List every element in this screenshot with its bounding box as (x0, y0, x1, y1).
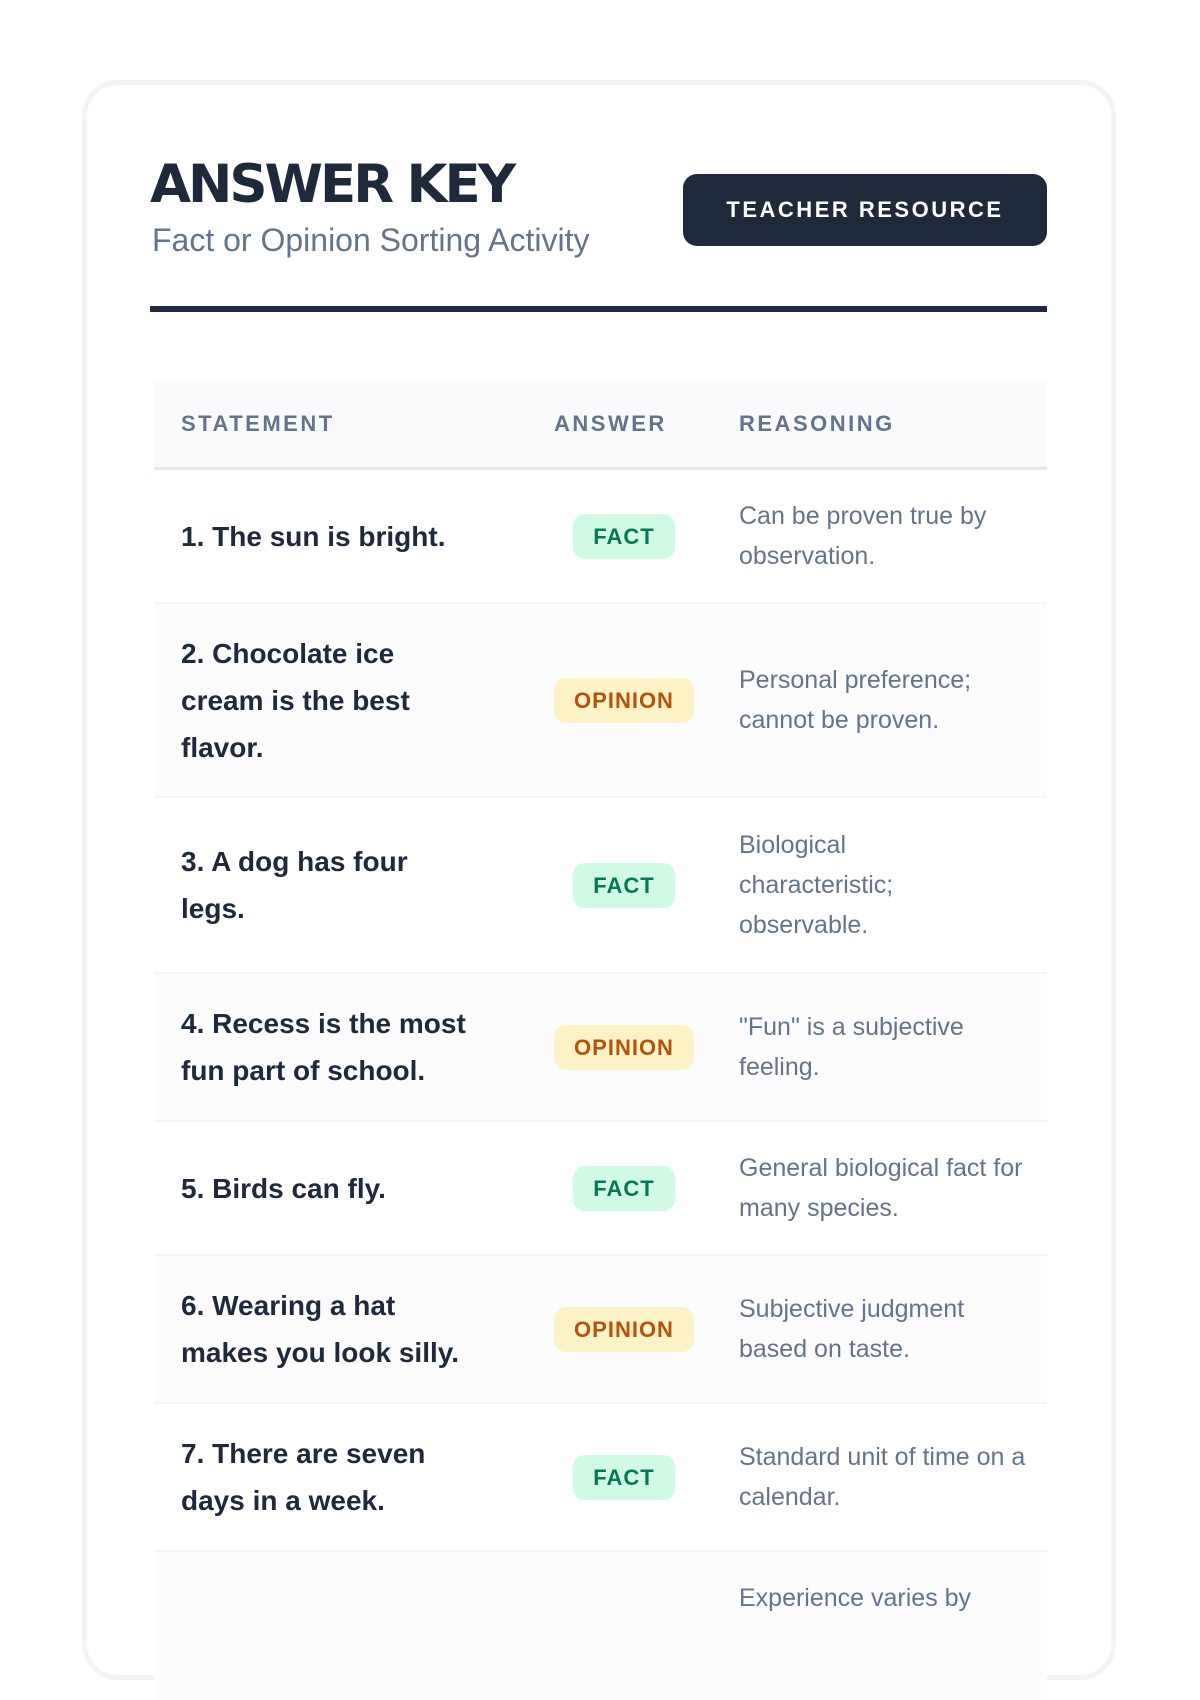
answer-badge-fact: FACT (573, 1166, 674, 1211)
statement-text: 7. There are seven days in a week. (181, 1438, 426, 1516)
page-subtitle: Fact or Opinion Sorting Activity (152, 222, 590, 258)
reasoning-text: Standard unit of time on a calendar. (739, 1443, 1026, 1511)
table-row (154, 1122, 1047, 1256)
table-row (154, 470, 1047, 604)
table-row (154, 1404, 1047, 1552)
reasoning-text: General biological fact for many species. (739, 1154, 1023, 1222)
answer-badge-opinion: OPINION (554, 1307, 694, 1352)
answer-badge-opinion: OPINION (554, 678, 694, 723)
reasoning-text: Can be proven true by observation. (739, 502, 987, 570)
header-divider (150, 306, 1047, 312)
reasoning-text: Experience varies by (739, 1584, 972, 1612)
teacher-resource-badge: TEACHER RESOURCE (683, 174, 1047, 246)
reasoning-text: Personal preference; cannot be proven. (739, 666, 972, 734)
answer-badge-opinion: OPINION (554, 1025, 694, 1070)
reasoning-text: Subjective judgment based on taste. (739, 1295, 965, 1363)
column-header-reasoning: REASONING (739, 411, 895, 436)
column-header-answer: ANSWER (554, 411, 667, 436)
statement-text: 4. Recess is the most fun part of school. (181, 1008, 466, 1086)
answer-badge-fact: FACT (573, 1455, 674, 1500)
header (150, 150, 1044, 310)
statement-text: 2. Chocolate ice cream is the best flavor. (181, 637, 410, 763)
statement-text: 5. Birds can fly. (181, 1172, 386, 1204)
table-row (154, 604, 1047, 798)
table-row (154, 974, 1047, 1122)
table-row (154, 1552, 1047, 1700)
statement-text: 1. The sun is bright. (181, 520, 446, 552)
column-header-statement: STATEMENT (181, 411, 335, 436)
page-title: ANSWER KEY (150, 154, 514, 215)
table-row (154, 798, 1047, 974)
answer-badge-fact: FACT (573, 863, 674, 908)
statement-text: 3. A dog has four legs. (181, 846, 408, 924)
table-header-row (154, 381, 1047, 470)
reasoning-text: Biological characteristic; observable. (739, 831, 894, 939)
table-row (154, 1256, 1047, 1404)
answer-badge-fact: FACT (573, 514, 674, 559)
reasoning-text: "Fun" is a subjective feeling. (739, 1013, 964, 1081)
statement-text: 6. Wearing a hat makes you look silly. (181, 1290, 460, 1368)
answer-table (154, 381, 1047, 1700)
